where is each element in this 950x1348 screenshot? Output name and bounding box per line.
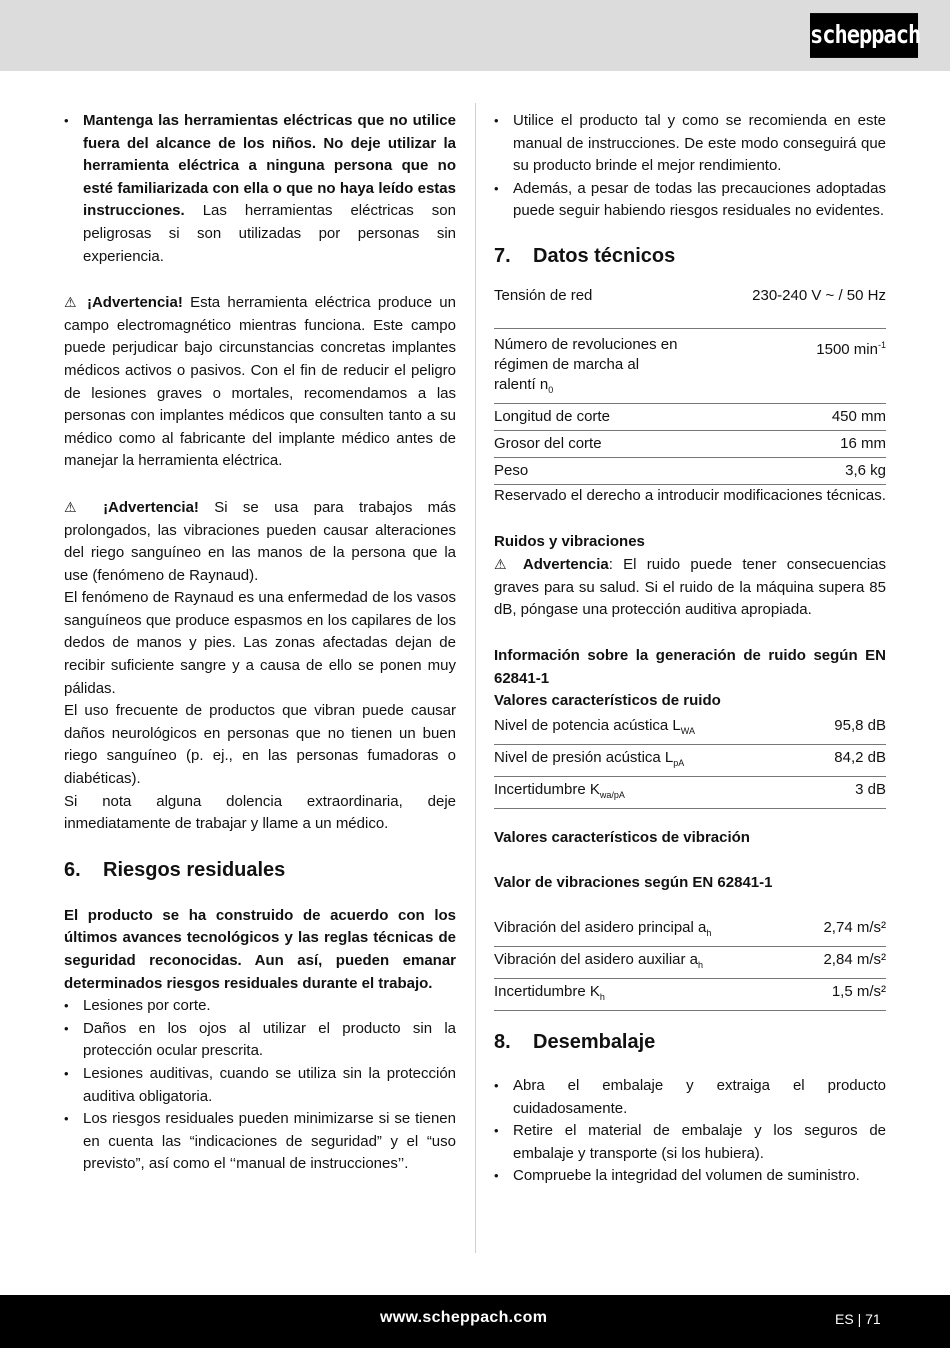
list-item: • Lesiones por corte.	[64, 995, 456, 1018]
section-heading-8: 8. Desembalaje	[494, 1030, 656, 1053]
spec-row: Longitud de corte 450 mm	[494, 403, 886, 430]
raynaud-paragraph: El fenómeno de Raynaud es una enfermedad de los vasos sanguíneos que produce espasmos en los capilares de los dedos de manos y pies. Las zonas afectadas dejan de recibir suficiente sangre y a causa de ello se ponen muy pálidas.	[64, 589, 456, 697]
list-item: • Lesiones auditivas, cuando se utiliza sin la protección auditiva obligatoria.	[64, 1063, 456, 1108]
residual-risks-list	[64, 995, 456, 1176]
vibration-row: Vibración del asidero principal $a_h$ 2,74 m/s²	[494, 915, 886, 947]
vibration-heading: Valores característicos de vibración	[494, 828, 750, 846]
list-item: • Compruebe la integridad del volumen de suministro.	[494, 1165, 886, 1188]
residual-intro: El producto se ha construido de acuerdo con los últimos avances tecnológicos y las reglas técnicas de seguridad reconocidas. Aun así, pueden emanar determinados riesgos residuales durante el trabajo.	[64, 906, 456, 992]
noise-row: Nivel de presión acústica $L_{pA}$ 84,2 dB	[494, 744, 886, 776]
doctor-paragraph: Si nota alguna dolencia extraordinaria, deje inmediatamente de trabajar y llame a un médico.	[64, 792, 456, 833]
website-link[interactable]: www.scheppach.com	[380, 1309, 548, 1326]
spec-row: Grosor del corte 16 mm	[494, 430, 886, 457]
list-item: • Además, a pesar de todas las precauciones adoptadas puede seguir habiendo riesgos residuales no evidentes.	[494, 178, 886, 223]
warning-triangle-icon: ⚠	[64, 294, 80, 311]
list-item: • Mantenga las herramientas eléctricas que no utilice fuera del alcance de los niños. No deje utilizar la herramienta eléctrica a ninguna persona que no esté familiarizada con ella o que no haya leído estas instrucciones. Las herramientas eléctricas son peligrosas si son utilizadas por personas sin experiencia.	[64, 110, 456, 268]
right-column	[494, 110, 886, 1188]
list-item: • Los riesgos residuales pueden minimizarse si se tienen en cuenta las “indicaciones de seguridad” y el “uso previsto”, así como el ‘‘manual de instrucciones’’.	[64, 1108, 456, 1176]
unpacking-list	[494, 1075, 886, 1188]
spec-row: Tensión de red 230-240 V ~ / 50 Hz	[494, 286, 886, 304]
list-item: • Retire el material de embalaje y los seguros de embalaje y transporte (si los hubiera).	[494, 1120, 886, 1165]
page-header	[0, 0, 950, 71]
neuro-paragraph: El uso frecuente de productos que vibran puede causar daños neurológicos en personas que no tienen un buen riego sanguíneo (p. ej., en las personas fumadoras o diabéticas).	[64, 702, 456, 788]
vibration-row: Vibración del asidero auxiliar $a_h$ 2,84 m/s²	[494, 946, 886, 978]
vibration-table	[494, 915, 886, 1011]
scheppach-logo: scheppach	[810, 13, 918, 58]
noise-values-heading: Valores característicos de ruido	[494, 692, 721, 710]
warning-triangle-icon: ⚠	[64, 498, 88, 515]
list-item: • Utilice el producto tal y como se recomienda en este manual de instrucciones. De este modo conseguirá que su producto brinde el mejor rendimiento.	[494, 110, 886, 178]
spec-row: Número de revoluciones en régimen de marcha al ralentí $n_0$ 1500 $\min^{-1}$	[494, 328, 886, 403]
child-safety-list	[64, 110, 456, 268]
column-divider	[475, 103, 476, 1253]
list-item: • Abra el embalaje y extraiga el producto cuidadosamente.	[494, 1075, 886, 1120]
tech-specs-table	[494, 283, 886, 485]
warning-triangle-icon: ⚠	[494, 556, 513, 573]
list-item: • Daños en los ojos al utilizar el producto sin la protección ocular prescrita.	[64, 1018, 456, 1063]
vibration-subheading: Valor de vibraciones según EN 62841-1	[494, 874, 773, 892]
page-number: ES | 71	[835, 1311, 881, 1327]
noise-table	[494, 713, 886, 809]
noise-heading: Ruidos y vibraciones	[494, 532, 645, 550]
left-column	[64, 110, 456, 1176]
section-heading-7: 7. Datos técnicos	[494, 244, 676, 267]
spec-row: Peso 3,6 kg	[494, 457, 886, 484]
warning-vibration: ⚠ ¡Advertencia! Si se usa para trabajos más prolongados, las vibraciones pueden causar alteraciones del riego sanguíneo en las manos de la persona que la use (fenómeno de Raynaud).	[64, 498, 456, 584]
warning-electromagnetic: ⚠ ¡Advertencia! Esta herramienta eléctrica produce un campo electromagnético mientras funciona. Este campo puede perjudicar bajo circunstancias concretas implantes médicos activos o pasivos. Con el fin de reducir el peligro de lesiones graves o mortales, recomendamos a las personas con implantes médicos que consulten tanto a su médico como al fabricante del implante médico antes de manejar la herramienta eléctrica.	[64, 294, 456, 470]
reserved-note: Reservado el derecho a introducir modificaciones técnicas.	[494, 486, 886, 504]
noise-info: Información sobre la generación de ruido según EN 62841-1	[494, 646, 886, 687]
vibration-row: Incertidumbre $K_h$ 1,5 m/s²	[494, 978, 886, 1010]
noise-row: Incertidumbre $K_{wa/pA}$ 3 dB	[494, 776, 886, 808]
noise-warning: ⚠ Advertencia: El ruido puede tener consecuencias graves para su salud. Si el ruido de la máquina supera 85 dB, póngase una protección auditiva apropiada.	[494, 556, 886, 619]
page-footer	[0, 1295, 950, 1348]
noise-row: Nivel de potencia acústica $L_{WA}$ 95,8 dB	[494, 713, 886, 745]
usage-list	[494, 110, 886, 223]
section-heading-6: 6. Riesgos residuales	[64, 858, 286, 881]
